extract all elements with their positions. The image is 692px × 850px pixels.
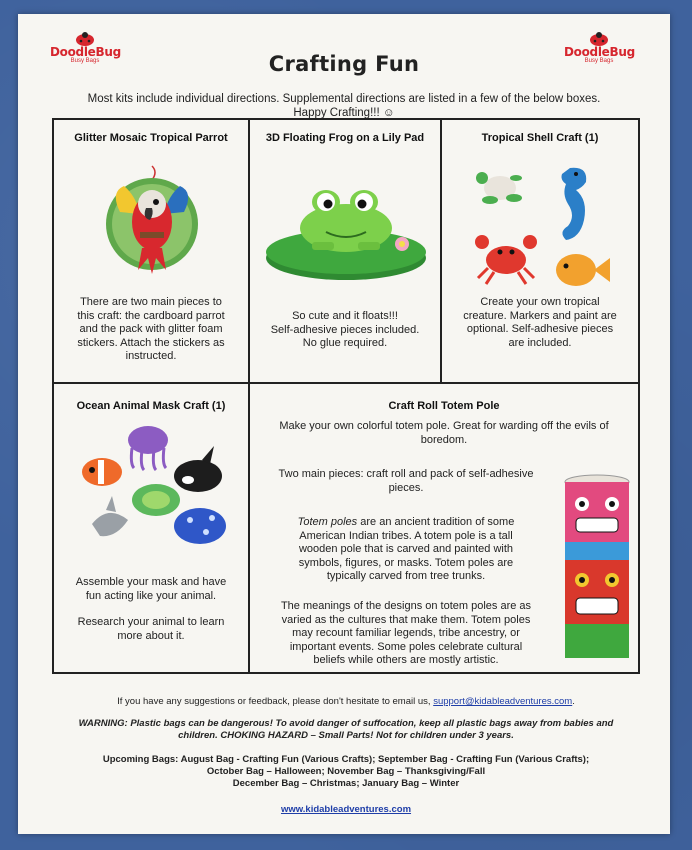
text-line: There are two main pieces to: [80, 296, 222, 308]
italic-term: Totem poles: [297, 516, 358, 528]
craft-cell-frog: [250, 120, 440, 382]
text-line: So cute and it floats!!!: [292, 310, 398, 322]
upcoming-bags: [30, 754, 662, 790]
text-line: Two main pieces: craft roll and pack of self-adhesive: [278, 468, 534, 480]
text-line: more about it.: [117, 629, 185, 642]
page-title: Crafting Fun: [268, 52, 420, 76]
text-line: and the pack with glitter foam: [79, 323, 223, 335]
craft-description: [448, 296, 632, 350]
text-line: optional. Self-adhesive pieces: [466, 323, 614, 335]
support-email-link[interactable]: support@kidableadventures.com: [433, 696, 573, 707]
text-line: The meanings of the designs on totem poles are as: [280, 600, 532, 612]
text-line: boredom.: [420, 433, 468, 446]
text-line: American Indian tribes. A totem pole is a tall: [299, 529, 513, 542]
warning-text: [30, 718, 662, 742]
craft-description: [60, 576, 242, 643]
sea-creatures-image: [470, 160, 616, 300]
text-line: children. CHOKING HAZARD – Small Parts! Not for children under 3 years.: [178, 730, 514, 741]
parrot-craft-image: [102, 162, 202, 282]
text-line: [256, 516, 556, 530]
text-line: December Bag – Christmas; January Bag – Winter: [232, 778, 460, 789]
text-line: WARNING: Plastic bags can be dangerous! To avoid danger of suffocation, keep all plastic bags away from babies and: [78, 718, 614, 729]
ladybug-icon: [588, 32, 610, 46]
website-line: [30, 804, 662, 816]
brand-tagline: Busy Bags: [584, 58, 614, 64]
craft-description: [256, 310, 434, 351]
text-line: fun acting like your animal.: [85, 589, 217, 602]
intro-line: Most kits include individual directions. Supplemental directions are listed in a few of the below boxes.: [87, 93, 601, 105]
website-link[interactable]: www.kidableadventures.com: [280, 804, 412, 815]
feedback-line: [30, 696, 662, 708]
text-line: October Bag – Halloween; November Bag – Thanksgiving/Fall: [206, 766, 486, 777]
text-line: Upcoming Bags: August Bag - Crafting Fun (Various Crafts); September Bag - Crafting Fun (Various Crafts);: [102, 754, 590, 765]
craft-cell-totem: [250, 384, 638, 672]
text-line: typically carved from tree trunks.: [326, 570, 486, 582]
feedback-period: .: [572, 696, 575, 707]
totem-pieces: [256, 468, 556, 495]
craft-description: [60, 296, 242, 364]
text-line: Create your own tropical: [480, 296, 600, 308]
feedback-text: If you have any suggestions or feedback, please don't hesitate to email us,: [117, 696, 434, 707]
intro-line: Happy Crafting!!! ☺: [293, 107, 395, 119]
totem-meaning: [256, 600, 556, 668]
text-line: No glue required.: [302, 337, 388, 349]
text-line: pieces.: [388, 481, 424, 494]
text-line: this craft: the cardboard parrot: [77, 309, 225, 322]
text-line: stickers. Attach the stickers as: [77, 336, 225, 349]
text-span: are an ancient tradition of some: [357, 516, 515, 528]
frog-craft-image: [264, 176, 428, 286]
text-line: wooden pole that is carved and painted with: [298, 543, 514, 555]
ladybug-icon: [74, 32, 96, 46]
brand-name: DoodleBug: [50, 45, 121, 59]
craft-title: Glitter Mosaic Tropical Parrot: [74, 132, 228, 144]
craft-title: Ocean Animal Mask Craft (1): [76, 400, 226, 412]
craft-cell-shell: [442, 120, 638, 382]
intro-text: [58, 92, 630, 120]
totem-history: [256, 516, 556, 584]
text-line: Make your own colorful totem pole. Great for warding off the evils of: [279, 420, 609, 432]
craft-cell-mask: [54, 384, 248, 672]
text-line: varied as the cultures that make them. Totem poles: [281, 613, 531, 626]
text-line: beliefs while others are mostly artistic.: [313, 654, 499, 666]
text-line: are included.: [508, 336, 572, 349]
craft-title: 3D Floating Frog on a Lily Pad: [265, 132, 425, 144]
text-line: symbols, figures, or masks. Totem poles are: [298, 556, 514, 569]
text-line: creature. Markers and paint are: [463, 309, 617, 322]
text-line: Self-adhesive pieces included.: [270, 323, 420, 336]
ocean-masks-image: [72, 420, 232, 560]
totem-intro: [256, 420, 632, 447]
text-line: may recount familiar legends, tribe ancestry, or: [292, 627, 520, 639]
craft-title: Tropical Shell Craft (1): [481, 132, 599, 144]
brand-name: DoodleBug: [564, 45, 635, 59]
text-line: Research your animal to learn: [77, 616, 225, 628]
craft-title: Craft Roll Totem Pole: [388, 400, 500, 412]
craft-cell-parrot: [54, 120, 248, 382]
text-line: instructed.: [125, 350, 177, 362]
totem-pole-image: [562, 474, 632, 664]
text-line: Assemble your mask and have: [75, 576, 227, 588]
craft-grid: [52, 118, 640, 674]
brand-tagline: Busy Bags: [70, 58, 100, 64]
text-line: important events. Some poles celebrate cultural: [289, 640, 523, 653]
